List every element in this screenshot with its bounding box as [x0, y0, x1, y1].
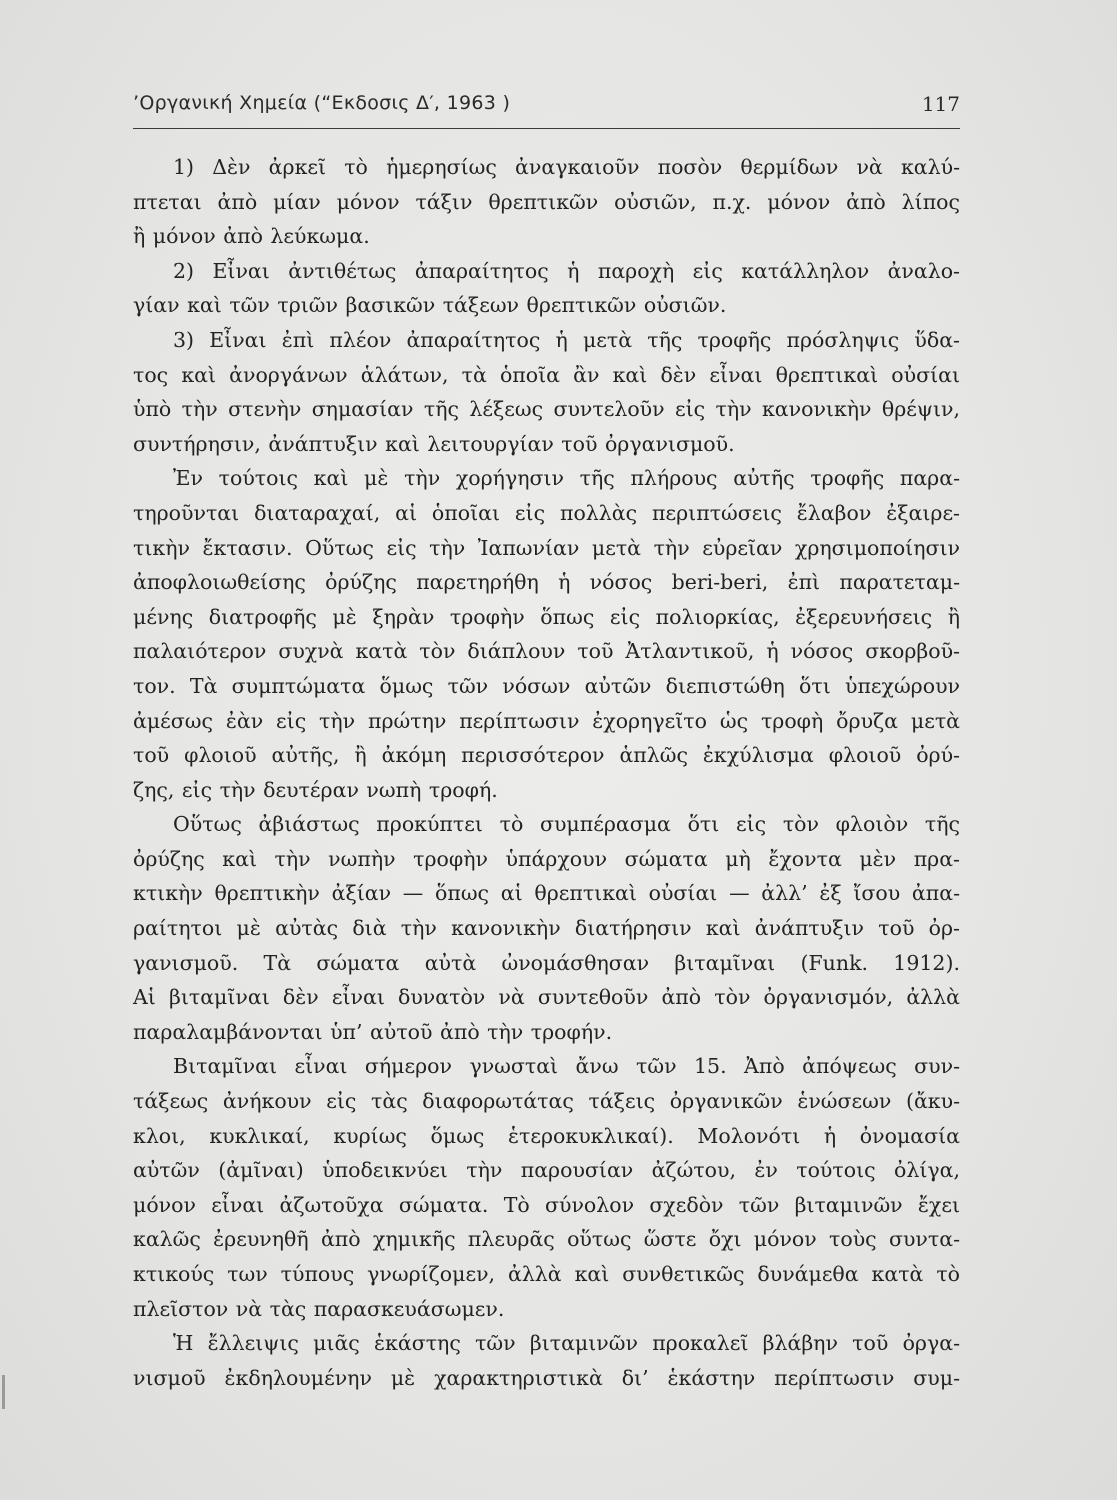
text-line: ζης, εἰς τὴν δευτέραν νωπὴ τροφή. — [133, 777, 498, 802]
text-line: τηροῦνται διαταραχαί, αἱ ὁποῖαι εἰς πολλὰς περιπτώσεις ἔλαβον ἐξαιρε- — [133, 500, 960, 525]
text-line: καλῶς ἐρευνηθῆ ἀπὸ χημικῆς πλευρᾶς οὕτως ὥστε ὄχι μόνον τοὺς συντα- — [133, 1227, 960, 1252]
text-line: γίαν καὶ τῶν τριῶν βασικῶν τάξεων θρεπτικῶν οὐσιῶν. — [133, 293, 727, 318]
text-line: πλεῖστον νὰ τὰς παρασκευάσωμεν. — [133, 1296, 505, 1321]
text-line: ραίτητοι μὲ αὐτὰς διὰ τὴν κανονικὴν διατήρησιν καὶ ἀνάπτυξιν τοῦ ὀρ- — [133, 916, 960, 941]
text-line: τον. Τὰ συμπτώματα ὅμως τῶν νόσων αὐτῶν διεπιστώθη ὅτι ὑπεχώρουν — [133, 673, 960, 698]
text-line: 3) Εἶναι ἐπὶ πλέον ἀπαραίτητος ἡ μετὰ τῆς τροφῆς πρόσληψις ὕδα- — [173, 327, 960, 352]
text-line: παραλαμβάνονται ὑπ’ αὐτοῦ ἀπὸ τὴν τροφήν. — [133, 1019, 613, 1044]
text-line: συντήρησιν, ἀνάπτυξιν καὶ λειτουργίαν τοῦ ὀργανισμοῦ. — [133, 431, 735, 456]
text-line: Βιταμῖναι εἶναι σήμερον γνωσταὶ ἄνω τῶν 15. Ἀπὸ ἀπόψεως συν- — [173, 1054, 960, 1079]
text-line: κτικούς των τύπους γνωρίζομεν, ἀλλὰ καὶ συνθετικῶς δυνάμεθα κατὰ τὸ — [133, 1262, 960, 1286]
text-line: κλοι, κυκλικαί, κυρίως ὅμως ἑτεροκυκλικαί). Μολονότι ἡ ὀνομασία — [133, 1123, 960, 1148]
page-number: 117 — [921, 92, 960, 116]
text-line: μόνον εἶναι ἀζωτοῦχα σώματα. Τὸ σύνολον σχεδὸν τῶν βιταμινῶν ἔχει — [133, 1192, 960, 1217]
text-line: 2) Εἶναι ἀντιθέτως ἀπαραίτητος ἡ παροχὴ εἰς κατάλληλον ἀναλο- — [173, 258, 960, 283]
text-line: ἀμέσως ἐὰν εἰς τὴν πρώτην περίπτωσιν ἐχορηγεῖτο ὡς τροφὴ ὄρυζα μετὰ — [133, 708, 960, 733]
text-line: μένης διατροφῆς μὲ ξηρὰν τροφὴν ὅπως εἰς πολιορκίας, ἐξερευνήσεις ἢ — [133, 604, 960, 629]
text-line: τικὴν ἔκτασιν. Οὕτως εἰς τὴν Ἰαπωνίαν μετὰ τὴν εὐρεῖαν χρησιμοποίησιν — [133, 535, 960, 560]
page-header — [133, 92, 960, 128]
text-line: γανισμοῦ. Τὰ σώματα αὐτὰ ὠνομάσθησαν βιταμῖναι (Funk. 1912). — [133, 950, 960, 975]
text-line: ὀρύζης καὶ τὴν νωπὴν τροφὴν ὑπάρχουν σώματα μὴ ἔχοντα μὲν πρα- — [133, 846, 960, 871]
text-line: πτεται ἀπὸ μίαν μόνον τάξιν θρεπτικῶν οὐσιῶν, π.χ. μόνον ἀπὸ λίπος — [133, 189, 960, 214]
margin-mark — [2, 1375, 5, 1409]
body-text — [133, 150, 960, 1395]
text-line: Αἱ βιταμῖναι δὲν εἶναι δυνατὸν νὰ συντεθοῦν ἀπὸ τὸν ὀργανισμόν, ἀλλὰ — [133, 985, 960, 1010]
text-line: Ἡ ἔλλειψις μιᾶς ἑκάστης τῶν βιταμινῶν προκαλεῖ βλάβην τοῦ ὀργα- — [173, 1331, 960, 1356]
header-rule — [133, 128, 960, 129]
text-line: παλαιότερον συχνὰ κατὰ τὸν διάπλουν τοῦ Ἀτλαντικοῦ, ἡ νόσος σκορβοῦ- — [133, 639, 960, 664]
text-line: νισμοῦ ἐκδηλουμένην μὲ χαρακτηριστικὰ δι’ ἑκάστην περίπτωσιν συμ- — [133, 1365, 960, 1390]
text-line: ὑπὸ τὴν στενὴν σημασίαν τῆς λέξεως συντελοῦν εἰς τὴν κανονικὴν θρέψιν, — [133, 397, 960, 422]
text-line: κτικὴν θρεπτικὴν ἀξίαν — ὅπως αἱ θρεπτικαὶ οὐσίαι — ἀλλ’ ἐξ ἴσου ἀπα- — [133, 881, 960, 906]
text-line: τάξεως ἀνήκουν εἰς τὰς διαφορωτάτας τάξεις ὀργανικῶν ἑνώσεων (ἄκυ- — [133, 1089, 960, 1114]
text-line: τοῦ φλοιοῦ αὐτῆς, ἢ ἀκόμη περισσότερον ἁπλῶς ἐκχύλισμα φλοιοῦ ὀρύ- — [133, 743, 960, 768]
text-line: τος καὶ ἀνοργάνων ἁλάτων, τὰ ὁποῖα ἂν καὶ δὲν εἶναι θρεπτικαὶ οὐσίαι — [133, 362, 960, 387]
text-line: ἢ μόνον ἀπὸ λεύκωμα. — [133, 224, 370, 249]
text-line: ἀποφλοιωθείσης ὀρύζης παρετηρήθη ἡ νόσος beri-beri, ἐπὶ παρατεταμ- — [133, 570, 960, 595]
running-title: ’Οργανική Χημεία (“Εκδοσις Δ′, 1963 ) — [133, 92, 511, 114]
text-line: 1) Δὲν ἀρκεῖ τὸ ἡμερησίως ἀναγκαιοῦν ποσὸν θερμίδων νὰ καλύ- — [173, 155, 960, 179]
text-line: αὐτῶν (ἀμῖναι) ὑποδεικνύει τὴν παρουσίαν ἀζώτου, ἐν τούτοις ὀλίγα, — [133, 1158, 960, 1183]
text-line: Οὕτως ἀβιάστως προκύπτει τὸ συμπέρασμα ὅτι εἰς τὸν φλοιὸν τῆς — [173, 812, 960, 837]
text-line: Ἐν τούτοις καὶ μὲ τὴν χορήγησιν τῆς πλήρους αὐτῆς τροφῆς παρα- — [173, 466, 960, 491]
